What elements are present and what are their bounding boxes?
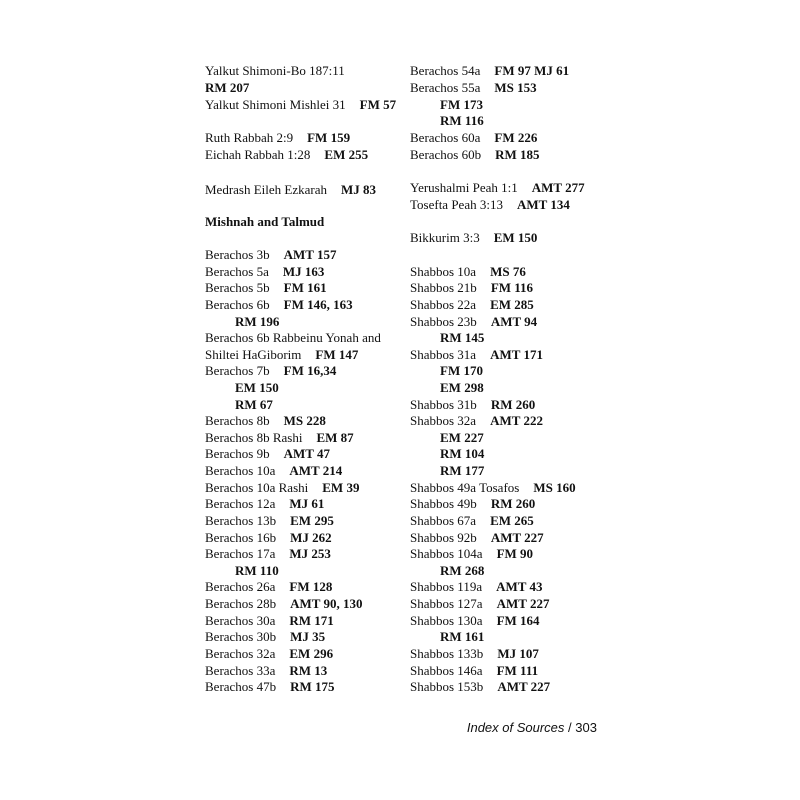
page-reference: RM 196 bbox=[235, 314, 280, 329]
page-reference: EM 150 bbox=[493, 230, 538, 245]
index-entry bbox=[205, 314, 279, 330]
page-reference: AMT 214 bbox=[289, 463, 343, 478]
source-name: Berachos 12a bbox=[205, 496, 276, 511]
index-entry bbox=[410, 63, 569, 79]
page-reference: RM 171 bbox=[289, 613, 334, 628]
source-name: Shabbos 127a bbox=[410, 596, 483, 611]
source-name: Berachos 9b bbox=[205, 446, 270, 461]
index-entry bbox=[205, 513, 334, 529]
page-reference: RM 260 bbox=[490, 397, 536, 412]
page-reference: AMT 157 bbox=[283, 247, 337, 262]
source-name: Shabbos 130a bbox=[410, 613, 483, 628]
source-name: Yalkut Shimoni-Bo 187:11 bbox=[205, 63, 345, 78]
index-entry bbox=[205, 679, 335, 695]
index-entry bbox=[410, 397, 535, 413]
index-entry bbox=[410, 629, 484, 645]
page-reference: MS 228 bbox=[283, 413, 326, 428]
index-entry bbox=[410, 579, 542, 595]
index-entry bbox=[410, 230, 537, 246]
index-entry bbox=[205, 480, 359, 496]
page-reference: EM 255 bbox=[324, 147, 369, 162]
source-name: Berachos 26a bbox=[205, 579, 276, 594]
index-entry bbox=[410, 430, 484, 446]
source-name: Shabbos 49a Tosafos bbox=[410, 480, 520, 495]
index-entry bbox=[205, 97, 396, 113]
index-entry bbox=[410, 147, 540, 163]
index-entry bbox=[205, 380, 279, 396]
source-name: Shabbos 10a bbox=[410, 264, 477, 279]
index-entry bbox=[205, 80, 249, 96]
footer-separator: / bbox=[568, 720, 572, 735]
source-name: Berachos 10a Rashi bbox=[205, 480, 309, 495]
index-entry bbox=[205, 63, 345, 79]
index-entry bbox=[410, 480, 576, 496]
page-reference: RM 110 bbox=[235, 563, 279, 578]
page-reference: RM 177 bbox=[440, 463, 485, 478]
page-reference: EM 150 bbox=[235, 380, 279, 395]
page-reference: MS 160 bbox=[533, 480, 576, 495]
index-entry bbox=[205, 563, 279, 579]
index-entry bbox=[410, 413, 543, 429]
source-name: Medrash Eileh Ezkarah bbox=[205, 182, 328, 197]
source-name: Tosefta Peah 3:13 bbox=[410, 197, 503, 212]
index-entry bbox=[205, 147, 368, 163]
source-name: Berachos 30a bbox=[205, 613, 276, 628]
index-entry bbox=[410, 513, 534, 529]
source-name: Yerushalmi Peah 1:1 bbox=[410, 180, 518, 195]
source-name: Berachos 28b bbox=[205, 596, 277, 611]
index-entry bbox=[410, 97, 483, 113]
page-reference: MJ 163 bbox=[282, 264, 325, 279]
page-reference: FM 147 bbox=[315, 347, 359, 362]
index-entry bbox=[205, 463, 342, 479]
index-entry bbox=[410, 613, 540, 629]
page-reference: EM 227 bbox=[440, 430, 484, 445]
source-name: Shabbos 32a bbox=[410, 413, 477, 428]
index-entry bbox=[205, 629, 325, 645]
source-name: Berachos 30b bbox=[205, 629, 277, 644]
index-entry bbox=[205, 247, 336, 263]
source-name: Shabbos 119a bbox=[410, 579, 483, 594]
index-entry bbox=[410, 446, 484, 462]
index-entry bbox=[205, 297, 353, 313]
source-name: Shabbos 92b bbox=[410, 530, 477, 545]
page-reference: EM 298 bbox=[440, 380, 484, 395]
source-name: Berachos 16b bbox=[205, 530, 277, 545]
index-entry bbox=[410, 546, 533, 562]
index-entry bbox=[410, 347, 543, 363]
page-reference: FM 97 MJ 61 bbox=[494, 63, 570, 78]
page-reference: MJ 83 bbox=[341, 182, 377, 197]
index-entry bbox=[205, 330, 381, 346]
source-name: Berachos 55a bbox=[410, 80, 481, 95]
index-entry bbox=[410, 496, 535, 512]
page-reference: AMT 222 bbox=[490, 413, 543, 428]
source-name: Shabbos 146a bbox=[410, 663, 483, 678]
source-name: Berachos 32a bbox=[205, 646, 276, 661]
index-entry bbox=[205, 413, 326, 429]
source-name: Bikkurim 3:3 bbox=[410, 230, 480, 245]
index-entry bbox=[410, 679, 550, 695]
source-name: Shabbos 23b bbox=[410, 314, 477, 329]
index-entry bbox=[410, 264, 526, 280]
source-name: Berachos 6b Rabbeinu Yonah and bbox=[205, 330, 381, 345]
page-reference: FM 173 bbox=[440, 97, 483, 112]
index-entry bbox=[410, 380, 484, 396]
page-reference: RM 185 bbox=[495, 147, 540, 162]
source-name: Berachos 8b Rashi bbox=[205, 430, 303, 445]
index-entry bbox=[205, 363, 336, 379]
index-entry bbox=[410, 330, 484, 346]
source-name: Berachos 7b bbox=[205, 363, 270, 378]
source-name: Berachos 8b bbox=[205, 413, 270, 428]
source-name: Berachos 33a bbox=[205, 663, 276, 678]
index-entry bbox=[410, 180, 585, 196]
source-name: Berachos 47b bbox=[205, 679, 277, 694]
source-name: Shabbos 22a bbox=[410, 297, 477, 312]
page-reference: AMT 134 bbox=[516, 197, 570, 212]
index-entry bbox=[205, 182, 376, 198]
page-reference: RM 116 bbox=[440, 113, 484, 128]
index-entry bbox=[410, 363, 483, 379]
index-entry bbox=[205, 347, 358, 363]
page-reference: AMT 227 bbox=[496, 596, 550, 611]
page-footer bbox=[467, 720, 597, 735]
page-reference: FM 170 bbox=[440, 363, 483, 378]
source-name: Berachos 5a bbox=[205, 264, 269, 279]
index-entry bbox=[410, 280, 533, 296]
index-entry bbox=[205, 430, 354, 446]
source-name: Shabbos 153b bbox=[410, 679, 484, 694]
source-name: Shabbos 104a bbox=[410, 546, 483, 561]
page-reference: EM 39 bbox=[322, 480, 360, 495]
page-reference: MJ 253 bbox=[289, 546, 331, 561]
source-name: Berachos 5b bbox=[205, 280, 270, 295]
page-reference: FM 90 bbox=[496, 546, 534, 561]
page-reference: FM 226 bbox=[494, 130, 538, 145]
source-name: Berachos 60a bbox=[410, 130, 481, 145]
index-entry bbox=[205, 546, 331, 562]
source-name: Berachos 3b bbox=[205, 247, 270, 262]
running-title: Index of Sources bbox=[466, 720, 565, 735]
index-entry bbox=[410, 596, 549, 612]
index-entry bbox=[410, 530, 544, 546]
page-reference: AMT 94 bbox=[490, 314, 538, 329]
page-reference: RM 161 bbox=[440, 629, 485, 644]
page-number: 303 bbox=[575, 720, 597, 735]
index-entry bbox=[205, 496, 324, 512]
page-reference: FM 159 bbox=[307, 130, 351, 145]
source-name: Shabbos 133b bbox=[410, 646, 484, 661]
index-entry bbox=[410, 80, 537, 96]
page-reference: MS 76 bbox=[490, 264, 526, 279]
page-reference: AMT 90, 130 bbox=[290, 596, 363, 611]
source-name: Ruth Rabbah 2:9 bbox=[205, 130, 294, 145]
index-entry bbox=[410, 463, 484, 479]
index-entry bbox=[410, 197, 570, 213]
page-reference: MJ 262 bbox=[290, 530, 332, 545]
page-reference: EM 87 bbox=[316, 430, 354, 445]
source-name: Shiltei HaGiborim bbox=[205, 347, 302, 362]
index-entry bbox=[205, 264, 324, 280]
page-reference: RM 104 bbox=[440, 446, 485, 461]
source-name: Shabbos 21b bbox=[410, 280, 477, 295]
page-reference: MJ 107 bbox=[497, 646, 539, 661]
source-name: Shabbos 31b bbox=[410, 397, 477, 412]
page-reference: FM 146, 163 bbox=[283, 297, 353, 312]
source-name: Eichah Rabbah 1:28 bbox=[205, 147, 311, 162]
page-reference: MS 153 bbox=[494, 80, 537, 95]
index-entry bbox=[205, 280, 327, 296]
index-entry bbox=[410, 113, 484, 129]
page-reference: RM 175 bbox=[290, 679, 335, 694]
page-reference: RM 260 bbox=[490, 496, 536, 511]
page-reference: AMT 43 bbox=[496, 579, 543, 594]
page-reference: AMT 277 bbox=[531, 180, 585, 195]
source-name: Berachos 6b bbox=[205, 297, 270, 312]
page-reference: FM 57 bbox=[359, 97, 397, 112]
page-reference: EM 295 bbox=[290, 513, 334, 528]
page-reference: AMT 227 bbox=[490, 530, 544, 545]
page-reference: EM 296 bbox=[289, 646, 334, 661]
source-name: Berachos 13b bbox=[205, 513, 277, 528]
source-name: Berachos 60b bbox=[410, 147, 482, 162]
page-reference: MJ 35 bbox=[290, 629, 326, 644]
page-reference: FM 16,34 bbox=[283, 363, 337, 378]
index-entry bbox=[205, 663, 327, 679]
page-reference: MJ 61 bbox=[289, 496, 325, 511]
index-entry bbox=[205, 530, 332, 546]
source-name: Berachos 17a bbox=[205, 546, 276, 561]
index-entry bbox=[205, 579, 332, 595]
page-reference: RM 268 bbox=[440, 563, 485, 578]
page-reference: RM 145 bbox=[440, 330, 485, 345]
page-reference: RM 13 bbox=[289, 663, 328, 678]
page-reference: EM 285 bbox=[490, 297, 534, 312]
index-entry bbox=[205, 397, 273, 413]
index-entry bbox=[410, 646, 539, 662]
section-heading: Mishnah and Talmud bbox=[205, 214, 325, 229]
page-reference: AMT 171 bbox=[490, 347, 543, 362]
page-reference: FM 164 bbox=[496, 613, 540, 628]
page-reference: AMT 47 bbox=[283, 446, 330, 461]
page-reference: EM 265 bbox=[490, 513, 534, 528]
page-reference: RM 207 bbox=[205, 80, 250, 95]
source-name: Shabbos 67a bbox=[410, 513, 477, 528]
index-entry bbox=[205, 613, 334, 629]
page-reference: FM 128 bbox=[289, 579, 333, 594]
page-reference: AMT 227 bbox=[497, 679, 551, 694]
page-reference: FM 161 bbox=[283, 280, 327, 295]
source-name: Yalkut Shimoni Mishlei 31 bbox=[205, 97, 346, 112]
index-entry bbox=[205, 446, 330, 462]
index-entry bbox=[410, 130, 537, 146]
index-entry bbox=[410, 563, 484, 579]
source-name: Shabbos 31a bbox=[410, 347, 477, 362]
page-reference: FM 116 bbox=[490, 280, 534, 295]
source-name: Berachos 10a bbox=[205, 463, 276, 478]
index-entry bbox=[410, 314, 537, 330]
index-entry bbox=[410, 663, 538, 679]
page-reference: FM 111 bbox=[496, 663, 539, 678]
index-entry bbox=[205, 646, 333, 662]
index-entry bbox=[205, 596, 362, 612]
index-entry bbox=[410, 297, 534, 313]
page-reference: RM 67 bbox=[235, 397, 273, 412]
index-entry bbox=[205, 130, 350, 146]
source-name: Shabbos 49b bbox=[410, 496, 477, 511]
source-name: Berachos 54a bbox=[410, 63, 481, 78]
